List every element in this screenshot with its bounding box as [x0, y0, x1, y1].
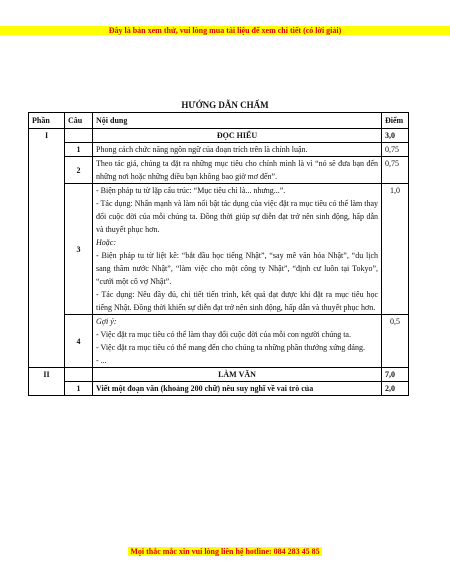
- question-number: 2: [65, 157, 93, 184]
- question-score: 0,5: [382, 315, 409, 368]
- question-score: 1,0: [382, 184, 409, 315]
- preview-notice-text: Đây là bản xem thử, vui lòng mua tài liệu để xem chi tiết (có lời giải): [108, 26, 342, 35]
- question-score: 2,0: [382, 382, 409, 396]
- section-title: ĐỌC HIỂU: [93, 129, 382, 143]
- page-title: HƯỚNG DẪN CHẤM: [181, 100, 269, 110]
- header-cau: Câu: [65, 113, 93, 129]
- answer-content: Viết một đoạn văn (khoảng 200 chữ) nêu suy nghĩ về vai trò của: [93, 382, 382, 396]
- hotline-banner: [0, 547, 450, 556]
- header-phan: Phần: [29, 113, 65, 129]
- table-row: [29, 157, 409, 184]
- question-number: 1: [65, 382, 93, 396]
- answer-content: Phong cách chức năng ngôn ngữ của đoạn trích trên là chính luận.: [93, 143, 382, 157]
- answer-content: - Biện pháp tu từ lặp cấu trúc: “Mục tiêu chỉ là... nhưng...”. - Tác dụng: Nhấn mạnh và làm nổi bật tác dụng của việc đặt ra mục tiêu có thể làm thay đổi cuộc đời của mỗi chúng ta. Đồng thời giúp sự diễn đạt trở nên sinh động, hấp dẫn và thuyết phục hơn. Hoặc: - Biện pháp tu từ liệt kê: “bắt đầu học tiếng Nhật”, “say mê văn hóa Nhật”, “du lịch sang thăm nước Nhật”, “làm việc cho một công ty Nhật”, “định cư luôn tại Tokyo”, “cưới một cô vợ Nhật”. - Tác dụng: Nêu đầy đủ, chi tiết tiến trình, kết quả đạt được khi đặt ra mục tiêu học tiếng Nhật. Đồng thời khiến sự diễn đạt trở nên sinh động, hấp dẫn và thuyết phục hơn.: [93, 184, 382, 315]
- section-number: II: [29, 368, 65, 396]
- header-noidung: Nội dung: [93, 113, 382, 129]
- section-title: LÀM VĂN: [93, 368, 382, 382]
- header-diem: Điểm: [382, 113, 409, 129]
- grading-table: [28, 112, 409, 396]
- question-number: 4: [65, 315, 93, 368]
- section-score: 3,0: [382, 129, 409, 143]
- table-header-row: [29, 113, 409, 129]
- question-number: 3: [65, 184, 93, 315]
- section-number: I: [29, 129, 65, 368]
- question-number: 1: [65, 143, 93, 157]
- preview-notice-banner: [0, 26, 450, 35]
- answer-content: Theo tác giả, chúng ta đặt ra những mục tiêu cho chính mình là vì “nó sẽ đưa bạn đến những nơi hoặc những điều bạn không bao giờ mơ đến”.: [93, 157, 382, 184]
- section-row-lam-van: [29, 368, 409, 382]
- section-score: 7,0: [382, 368, 409, 382]
- table-row: [29, 382, 409, 396]
- table-row: [29, 184, 409, 315]
- hotline-text: Mọi thắc mắc xin vui lòng liên hệ hotline: 084 283 45 85: [130, 547, 320, 556]
- question-score: 0,75: [382, 157, 409, 184]
- question-score: 0,75: [382, 143, 409, 157]
- answer-content: Gợi ý: - Việc đặt ra mục tiêu có thể làm thay đổi cuộc đời của mỗi con người chúng ta. - Việc đặt ra mục tiêu có thể mang đến cho chúng ta những phần thưởng xứng đáng. - ...: [93, 315, 382, 368]
- section-row-doc-hieu: [29, 129, 409, 143]
- table-row: [29, 315, 409, 368]
- table-row: [29, 143, 409, 157]
